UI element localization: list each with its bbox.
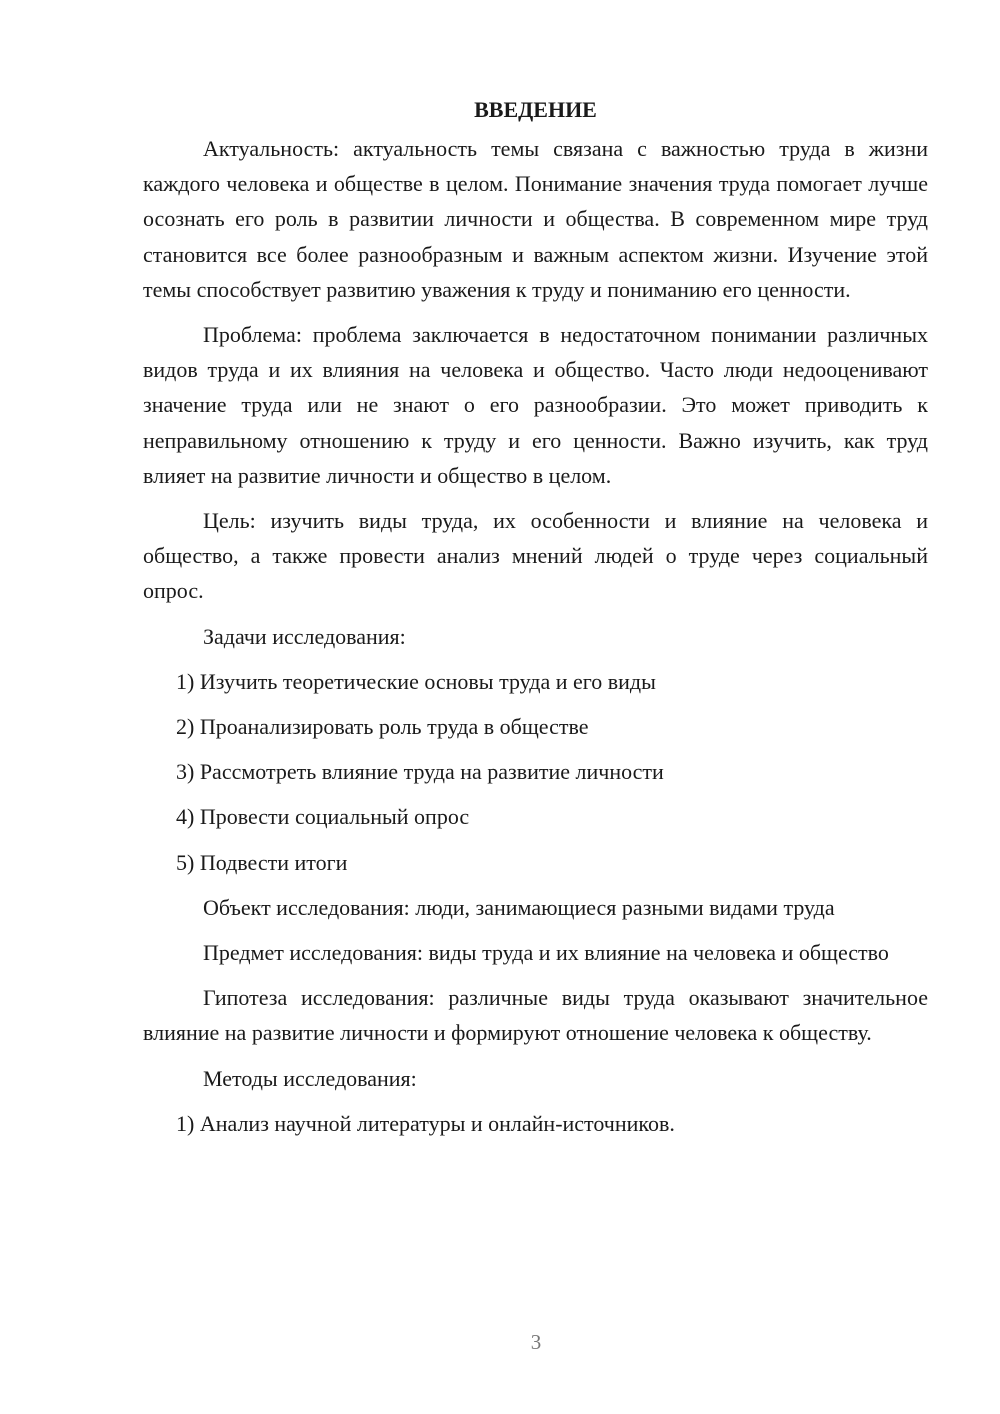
relevance-paragraph: Актуальность: актуальность темы связана с важностью труда в жизни каждого человека и обществе в целом. Понимание значения труда помогает лучше осознать его роль в развитии личности и общества. В современном мире труд становится все более разнообразным и важным аспектом жизни. Изучение этой темы способствует развитию уважения к труду и пониманию его ценности. bbox=[143, 136, 928, 302]
page-title: ВВЕДЕНИЕ bbox=[474, 97, 597, 122]
task-item: 3) Рассмотреть влияние труда на развитие личности bbox=[176, 759, 664, 785]
page-number: 3 bbox=[530, 1330, 542, 1354]
methods-heading: Методы исследования: bbox=[203, 1065, 417, 1091]
object-paragraph: Объект исследования: люди, занимающиеся разными видами труда bbox=[203, 894, 835, 920]
tasks-heading: Задачи исследования: bbox=[203, 623, 406, 649]
document-page bbox=[143, 92, 928, 1151]
task-item: 2) Проанализировать роль труда в обществе bbox=[176, 714, 589, 740]
method-item: 1) Анализ научной литературы и онлайн-источников. bbox=[176, 1110, 675, 1136]
goal-paragraph: Цель: изучить виды труда, их особенности и влияние на человека и общество, а также провести анализ мнений людей о труде через социальный опрос. bbox=[143, 508, 928, 604]
task-item: 1) Изучить теоретические основы труда и его виды bbox=[176, 668, 656, 694]
task-item: 4) Провести социальный опрос bbox=[176, 804, 470, 830]
subject-paragraph: Предмет исследования: виды труда и их влияние на человека и общество bbox=[203, 940, 889, 966]
hypothesis-paragraph: Гипотеза исследования: различные виды труда оказывают значительное влияние на развитие личности и формируют отношение человека к обществу. bbox=[143, 985, 928, 1046]
task-item: 5) Подвести итоги bbox=[176, 849, 348, 875]
problem-paragraph: Проблема: проблема заключается в недостаточном понимании различных видов труда и их влияния на человека и общество. Часто люди недооценивают значение труда или не знают о его разнообразии. Это может приводить к неправильному отношению к труду и его ценности. Важно изучить, как труд влияет на развитие личности и общество в целом. bbox=[143, 322, 928, 488]
